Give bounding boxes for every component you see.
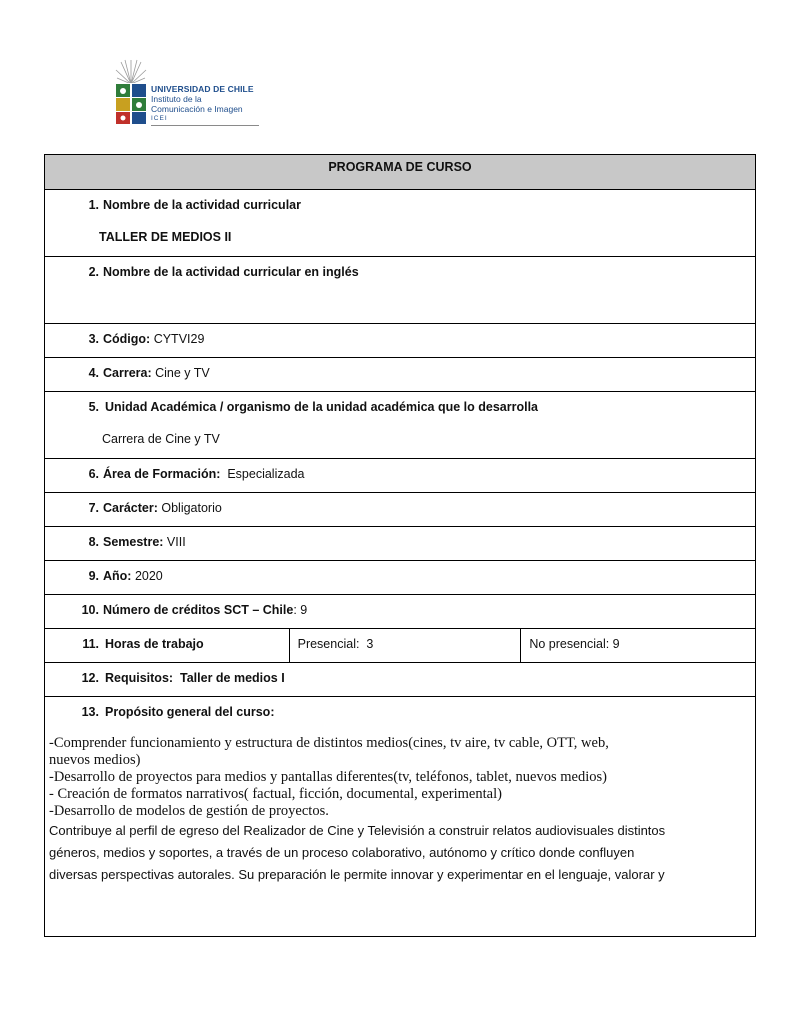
course-program-table xyxy=(44,154,756,937)
logo-acronym: ICEI xyxy=(151,115,168,122)
table-title: PROGRAMA DE CURSO xyxy=(45,155,756,190)
row-activity-name-english: 2. Nombre de la actividad curricular en inglés xyxy=(45,257,756,324)
crest-shield-icon xyxy=(115,83,147,125)
row-year: 9. Año: 2020 xyxy=(45,561,756,595)
logo-institute-line2: Comunicación e Imagen xyxy=(151,104,243,114)
logo-underline xyxy=(151,125,259,126)
row-character: 7. Carácter: Obligatorio xyxy=(45,493,756,527)
logo-university-name: UNIVERSIDAD DE CHILE xyxy=(151,84,254,94)
logo-institute-line1: Instituto de la xyxy=(151,94,202,104)
row-code: 3. Código: CYTVI29 xyxy=(45,324,756,358)
work-hours-no-presencial: No presencial: 9 xyxy=(521,629,756,663)
row-work-hours: 11. Horas de trabajo xyxy=(45,629,290,663)
row-semester: 8. Semestre: VIII xyxy=(45,527,756,561)
star-rays-icon xyxy=(115,58,147,86)
purpose-bullets: -Comprender funcionamiento y estructura de distintos medios(cines, tv aire, tv cable, OTT, web, nuevos medios) -Desarrollo de proyectos para medios y pantallas diferentes(tv, teléfonos, tablet, nuevos medios) - Creación de formatos narrativos( factual, ficción, documental, experimental) -Desarrollo de modelos de gestión de proyectos. xyxy=(49,735,609,819)
university-logo xyxy=(113,58,263,128)
academic-unit-value: Carrera de Cine y TV xyxy=(102,432,220,446)
row-general-purpose: 13. Propósito general del curso: -Comprender funcionamiento y estructura de distintos medios(cines, tv aire, tv cable, OTT, web, nuevos medios) -Desarrollo de proyectos para medios y pantallas diferentes(tv, teléfonos, tablet, nuevos medios) - Creación de formatos narrativos( factual, ficción, documental, experimental) -Desarrollo de modelos de gestión de proyectos. Contribuye al perfil de egreso del Realizador de Cine y Televisión a construir relatos audiovisuales distintos géneros, medios y soportes, a través de un proceso colaborativo, autónomo y crítico donde confluyen diversas perspectivas autorales. Su preparación le permite innovar y experimentar en el lenguaje, valorar y xyxy=(45,697,756,937)
purpose-paragraph: Contribuye al perfil de egreso del Realizador de Cine y Televisión a construir relatos audiovisuales distintos géneros, medios y soportes, a través de un proceso colaborativo, autónomo y crítico donde confluyen diversas perspectivas autorales. Su preparación le permite innovar y experimentar en el lenguaje, valorar y xyxy=(49,823,666,882)
row-credits: 10. Número de créditos SCT – Chile: 9 xyxy=(45,595,756,629)
row-academic-unit: 5. Unidad Académica / organismo de la unidad académica que lo desarrolla Carrera de Cine y TV xyxy=(45,392,756,459)
work-hours-presencial: Presencial: 3 xyxy=(289,629,521,663)
activity-name-value: TALLER DE MEDIOS II xyxy=(99,230,232,244)
row-training-area: 6. Área de Formación: Especializada xyxy=(45,459,756,493)
row-requirements: 12. Requisitos: Taller de medios I xyxy=(45,663,756,697)
row-activity-name: 1. Nombre de la actividad curricular TALLER DE MEDIOS II xyxy=(45,190,756,257)
row-career: 4. Carrera: Cine y TV xyxy=(45,358,756,392)
